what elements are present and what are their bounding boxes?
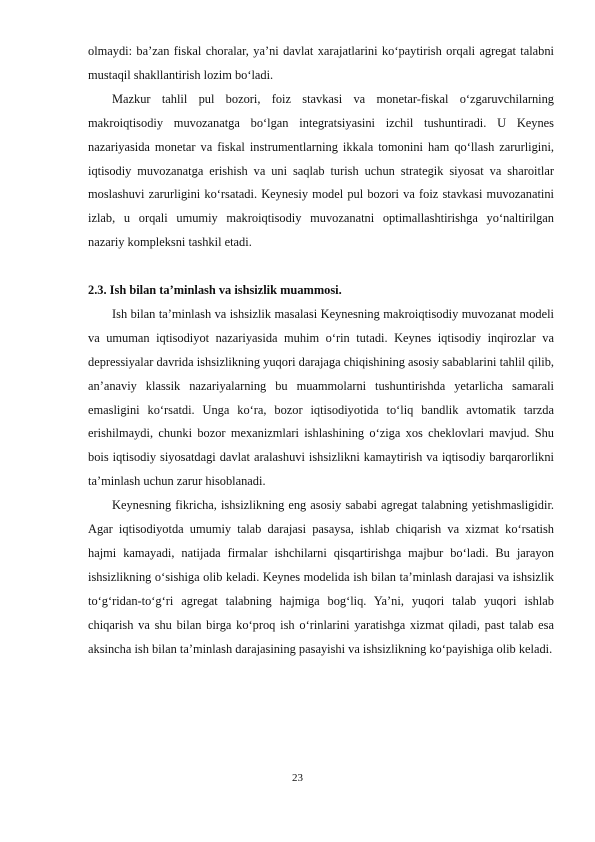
paragraph-continuation: olmaydi: ba’zan fiskal choralar, ya’ni davlat xarajatlarini ko‘paytirish orqali agregat talabni mustaqil shakllantirish lozim bo‘ladi. bbox=[88, 44, 554, 82]
section-heading: 2.3. Ish bilan ta’minlash va ishsizlik muammosi. bbox=[88, 283, 342, 298]
page-number: 23 bbox=[292, 772, 303, 784]
blank-line bbox=[88, 255, 554, 279]
paragraph-ishsizlik-masalasi: Ish bilan ta’minlash va ishsizlik masalasi Keynesning makroiqtisodiy muvozanat modeli va umuman iqtisodiyot nazariyasida muhim o‘rin tutadi. Keynes iqtisodiy inqirozlar va depressiyalar davrida ishsizlikning yuqori darajaga chiqishining asosiy sabablarini tahlil qilib, an’anaviy klassik nazariyalarning bu muammolarni tushuntirishda yetarlicha samarali emasligini ko‘rsatdi. Unga ko‘ra, bozor iqtisodiyotida to‘liq bandlik avtomatik tarzda erishilmaydi, chunki bozor mexanizmlari ishlashining o‘ziga xos cheklovlari mavjud. Shu bois iqtisodiy siyosatdagi davlat aralashuvi ishsizlikni kamaytirish va iqtisodiy barqarorlikni ta’minlash uchun zarur hisoblanadi. bbox=[88, 306, 554, 489]
paragraph-keynes-fikricha: Keynesning fikricha, ishsizlikning eng asosiy sababi agregat talabning yetishmasligidir. Agar iqtisodiyotda umumiy talab darajasi pasaysa, ishlab chiqarish va xizmat ko‘rsatish hajmi kamayadi, natijada firmalar ishchilarni qisqartirishga majbur bo‘ladi. Bu jarayon ishsizlikning o‘sishiga olib keladi. Keynes modelida ish bilan ta’minlash darajasi va ishsizlik to‘g‘ridan-to‘g‘ri agregat talabning hajmiga bog‘liq. Ya’ni, yuqori talab yuqori ishlab chiqarish va shu bilan birga ko‘proq ish o‘rinlarini yaratishga xizmat qiladi, past talab esa aksincha ish bilan ta’minlash darajasining pasayishi va ishsizlikning ko‘payishiga olib keladi. bbox=[88, 498, 554, 656]
paragraph-monetar-fiskal: Mazkur tahlil pul bozori, foiz stavkasi va monetar-fiskal o‘zgaruvchilarning makroiqtisodiy muvozanatga bo‘lgan integratsiyasini izchil tushuntiradi. U Keynes nazariyasida monetar va fiskal instrumentlarning ikkala tomonini ham qo‘llash zarurligini, iqtisodiy muvozanatga erishish va uni saqlab turish uchun strategik siyosat va sharoitlar moslashuvi zarurligini ko‘rsatadi. Keynesiy model pul bozori va foiz stavkasi muvozanatini izlab, u orqali umumiy makroiqtisodiy muvozanatni optimallashtirishga yo‘naltirilgan nazariy kompleksni tashkil etadi. bbox=[88, 91, 554, 250]
document-page bbox=[88, 40, 554, 662]
